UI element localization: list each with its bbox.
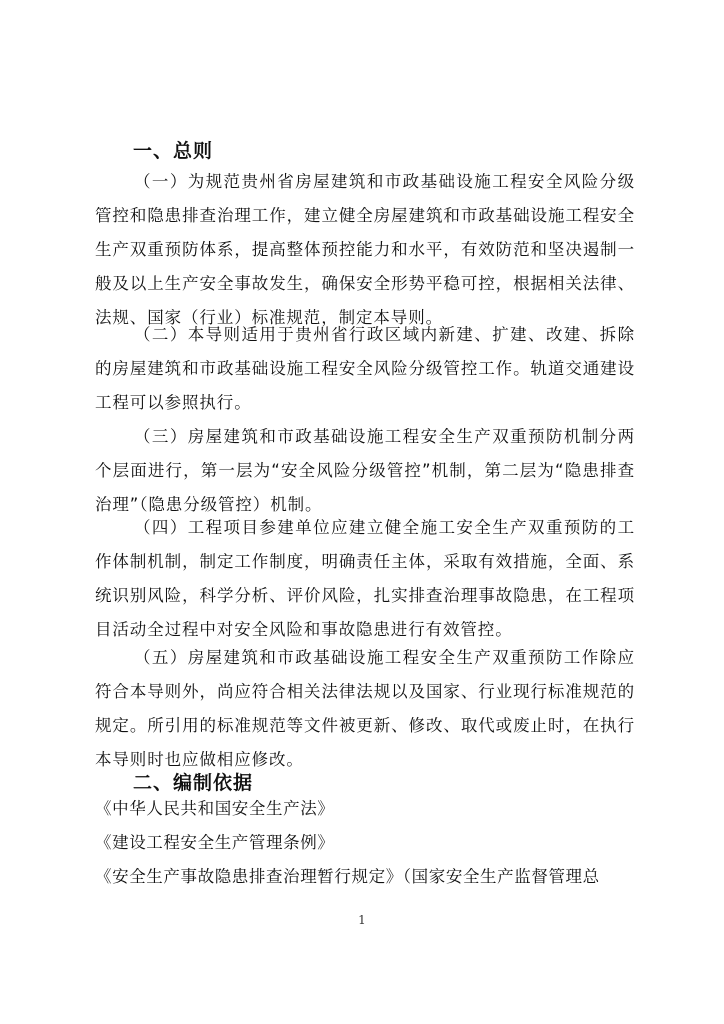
reference-item: 《中华人民共和国安全生产法》 <box>95 799 335 818</box>
paragraph-5: （五）房屋建筑和市政基础设施工程安全生产双重预防工作除应符合本导则外，尚应符合相关法律法规以及国家、行业现行标准规范的规定。所引用的标准规范等文件被更新、修改、取代或废止时，在执行本导则时也应做相应修改。 <box>95 648 635 769</box>
reference-item: 《安全生产事故隐患排查治理暂行规定》（国家安全生产监督管理总 <box>95 867 600 886</box>
paragraph-3: （三）房屋建筑和市政基础设施工程安全生产双重预防机制分两个层面进行，第一层为“安全风险分级管控”机制，第二层为“隐患排查治理”（隐患分级管控）机制。 <box>95 427 635 514</box>
page-number: 1 <box>358 913 366 927</box>
reference-item: 《建设工程安全生产管理条例》 <box>95 833 335 852</box>
paragraph-1: （一）为规范贵州省房屋建筑和市政基础设施工程安全风险分级管控和隐患排查治理工作，建立健全房屋建筑和市政基础设施工程安全生产双重预防体系，提高整体预控能力和水平，有效防范和坚决遏制一般及以上生产安全事故发生，确保安全形势平稳可控，根据相关法律、法规、国家（行业）标准规范，制定本导则。 <box>95 172 635 327</box>
paragraph-2: （二）本导则适用于贵州省行政区域内新建、扩建、改建、拆除的房屋建筑和市政基础设施工程安全风险分级管控工作。轨道交通建设工程可以参照执行。 <box>95 325 635 412</box>
paragraph-4: （四）工程项目参建单位应建立健全施工安全生产双重预防的工作体制机制，制定工作制度，明确责任主体，采取有效措施，全面、系统识别风险，科学分析、评价风险，扎实排查治理事故隐患，在工程项目活动全过程中对安全风险和事故隐患进行有效管控。 <box>95 518 635 639</box>
section-heading-basis: 二、编制依据 <box>133 772 254 794</box>
section-heading-general: 一、总则 <box>133 140 214 162</box>
